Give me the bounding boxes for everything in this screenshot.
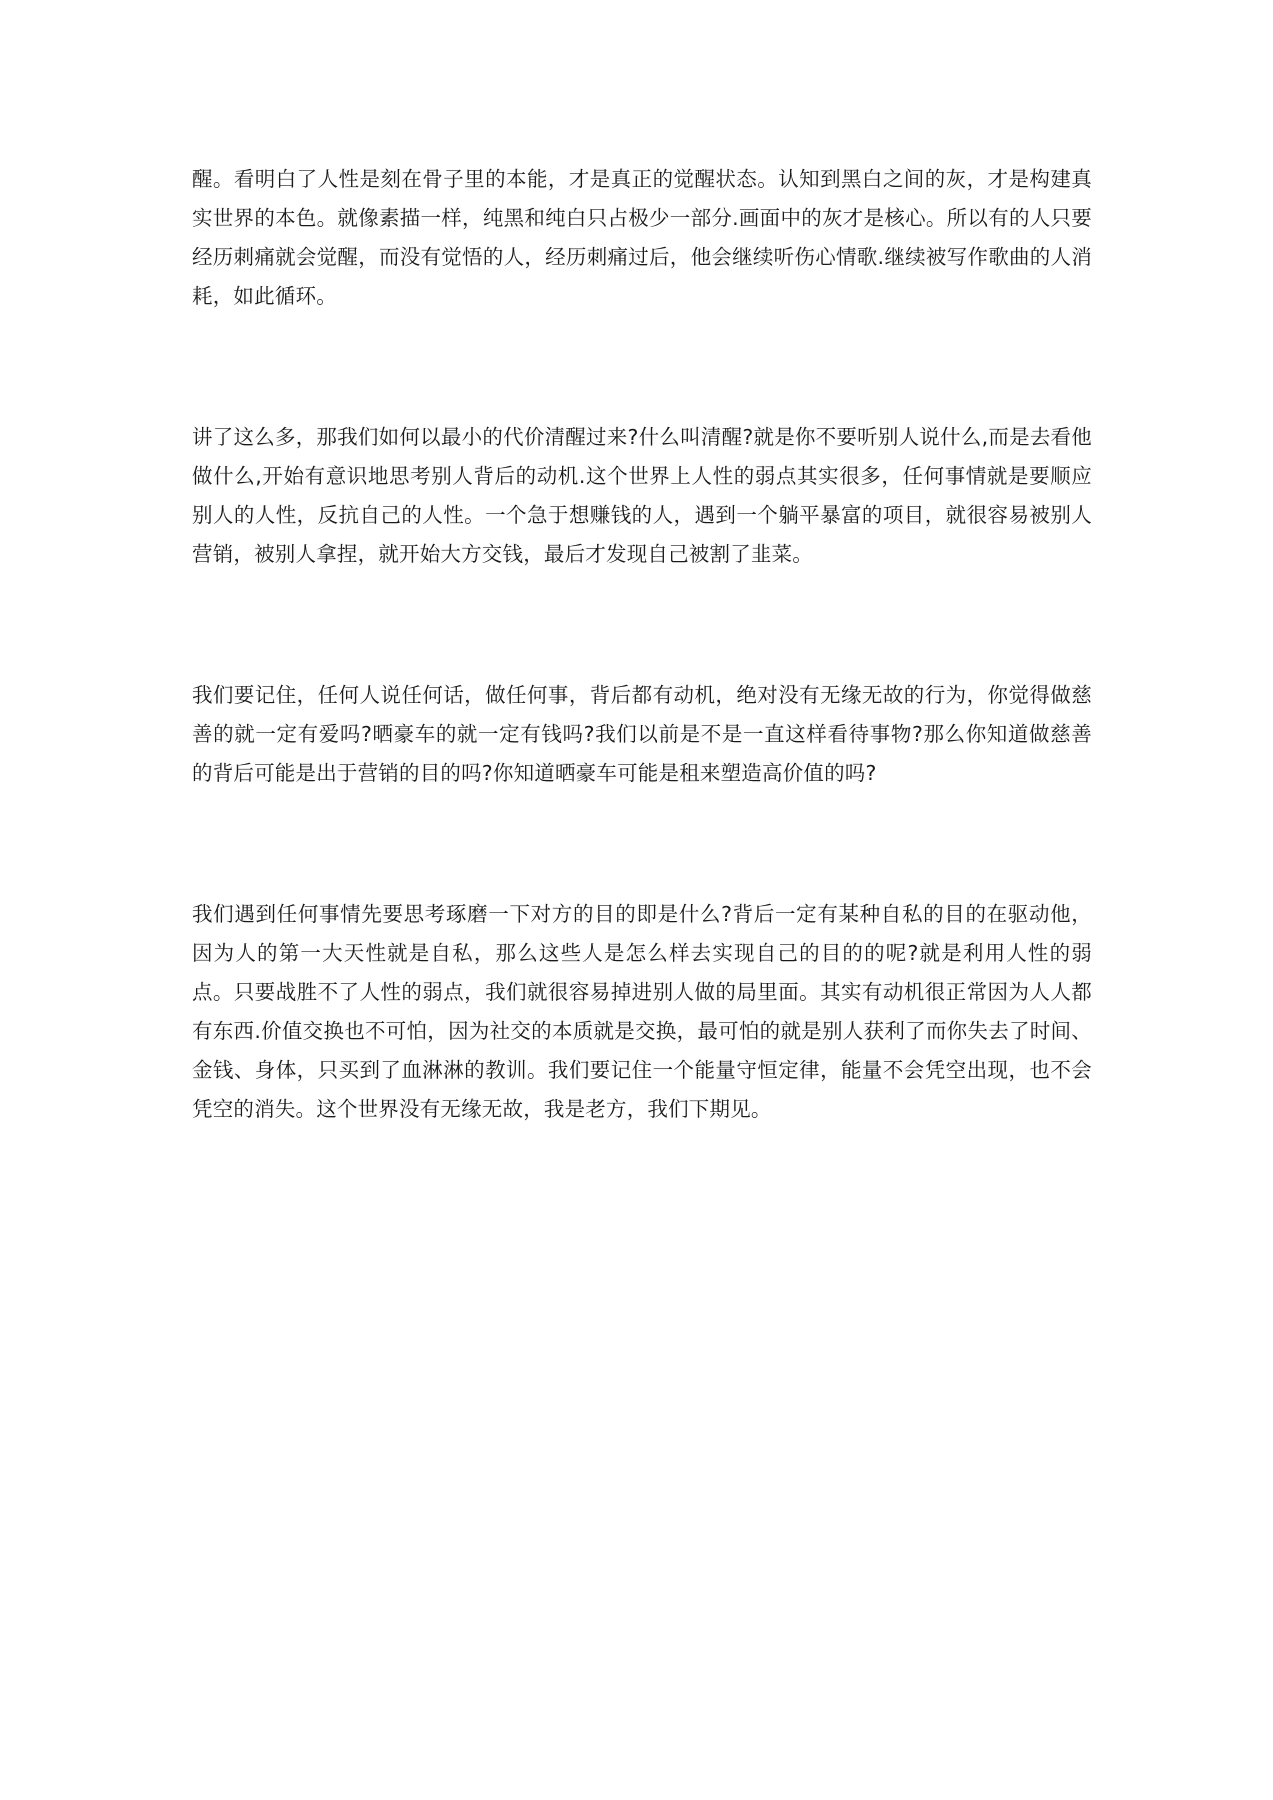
paragraph-3: 我们要记住，任何人说任何话，做任何事，背后都有动机，绝对没有无缘无故的行为，你觉得做慈善的就一定有爱吗?晒豪车的就一定有钱吗?我们以前是不是一直这样看待事物?那么你知道做慈善的背后可能是出于营销的目的吗?你知道晒豪车可能是租来塑造高价值的吗?	[192, 683, 1092, 785]
paragraph-2: 讲了这么多，那我们如何以最小的代价清醒过来?什么叫清醒?就是你不要听别人说什么,而是去看他做什么,开始有意识地思考别人背后的动机.这个世界上人性的弱点其实很多，任何事情就是要顺应别人的人性，反抗自己的人性。一个急于想赚钱的人，遇到一个躺平暴富的项目，就很容易被别人营销，被别人拿捏，就开始大方交钱，最后才发现自己被割了韭菜。	[192, 425, 1092, 566]
document-body	[192, 160, 1092, 1129]
paragraph-4: 我们遇到任何事情先要思考琢磨一下对方的目的即是什么?背后一定有某种自私的目的在驱动他，因为人的第一大天性就是自私，那么这些人是怎么样去实现自己的目的的呢?就是利用人性的弱点。只要战胜不了人性的弱点，我们就很容易掉进别人做的局里面。其实有动机很正常因为人人都有东西.价值交换也不可怕，因为社交的本质就是交换，最可怕的就是别人获利了而你失去了时间、金钱、身体，只买到了血淋淋的教训。我们要记住一个能量守恒定律，能量不会凭空出现，也不会凭空的消失。这个世界没有无缘无故，我是老方，我们下期见。	[192, 902, 1092, 1121]
paragraph-1: 醒。看明白了人性是刻在骨子里的本能，才是真正的觉醒状态。认知到黑白之间的灰，才是构建真实世界的本色。就像素描一样，纯黑和纯白只占极少一部分.画面中的灰才是核心。所以有的人只要经历刺痛就会觉醒，而没有觉悟的人，经历刺痛过后，他会继续听伤心情歌.继续被写作歌曲的人消耗，如此循环。	[192, 167, 1092, 308]
